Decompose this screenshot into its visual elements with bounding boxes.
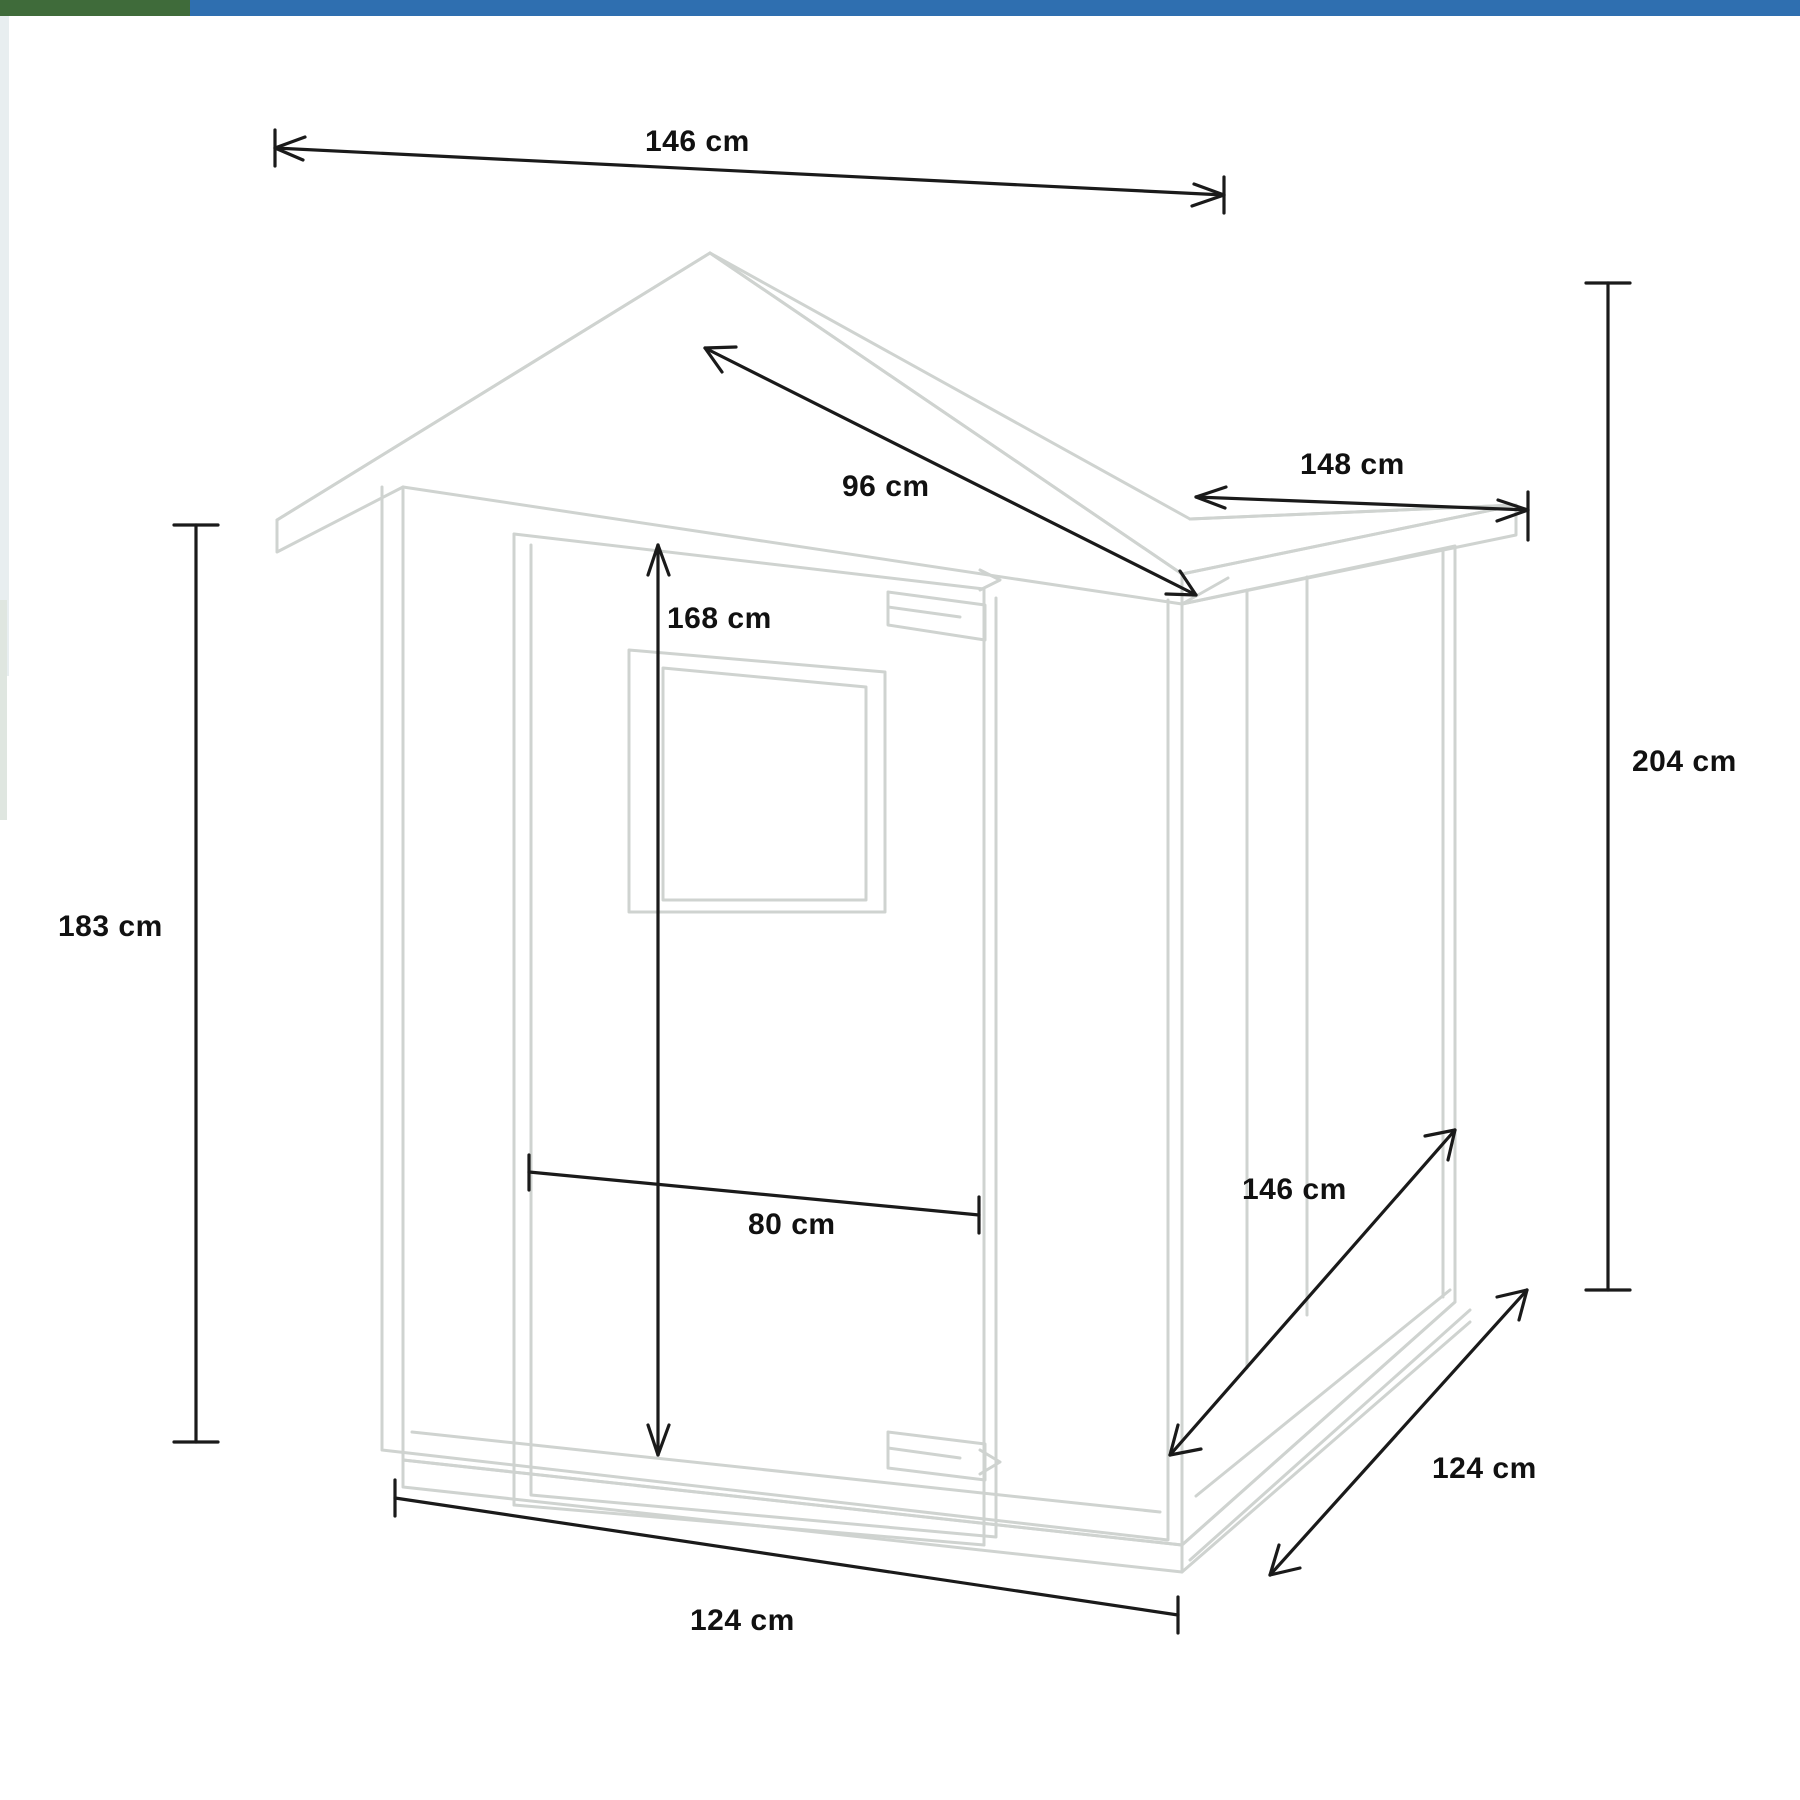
dimension-label-wall-height: 183 cm	[58, 910, 163, 943]
dimension-label-side-wall-height: 146 cm	[1242, 1173, 1347, 1206]
dimension-label-door-height: 168 cm	[667, 602, 772, 635]
door-latch-bottom-line	[888, 1448, 960, 1458]
dim-124b-line	[395, 1498, 1178, 1615]
dimension-label-roof-depth-side: 148 cm	[1300, 448, 1405, 481]
door-top-rail	[514, 534, 984, 589]
front-wall-top	[403, 487, 1182, 604]
door-window-outer	[629, 650, 885, 912]
door-latch-top-arrow	[980, 570, 1000, 590]
door-frame-inner	[531, 545, 996, 1537]
roof-left-eave	[277, 253, 710, 552]
door-latch-top-line	[888, 607, 960, 617]
side-wall-bottom	[1182, 1302, 1455, 1545]
door-latch-top	[888, 592, 985, 640]
side-wall-base-line	[1196, 1290, 1450, 1496]
dimension-label-overall-height: 204 cm	[1632, 745, 1737, 778]
dimension-label-base-width: 124 cm	[690, 1604, 795, 1637]
side-wall-bottom-outer	[1190, 1310, 1470, 1560]
roof-right-fascia	[1182, 505, 1516, 604]
base-plinth-right	[1182, 1322, 1470, 1572]
dimension-label-roof-width-front: 146 cm	[645, 125, 750, 158]
dim-148-line	[1196, 497, 1528, 510]
dimension-label-door-width: 80 cm	[748, 1208, 836, 1241]
front-wall-inner	[382, 487, 1168, 1540]
dimension-lines	[174, 130, 1630, 1633]
door-window-inner	[663, 668, 866, 900]
roof-ridge-front	[277, 253, 1182, 574]
dimension-label-base-depth: 124 cm	[1432, 1452, 1537, 1485]
dimension-label-roof-slope: 96 cm	[842, 470, 930, 503]
